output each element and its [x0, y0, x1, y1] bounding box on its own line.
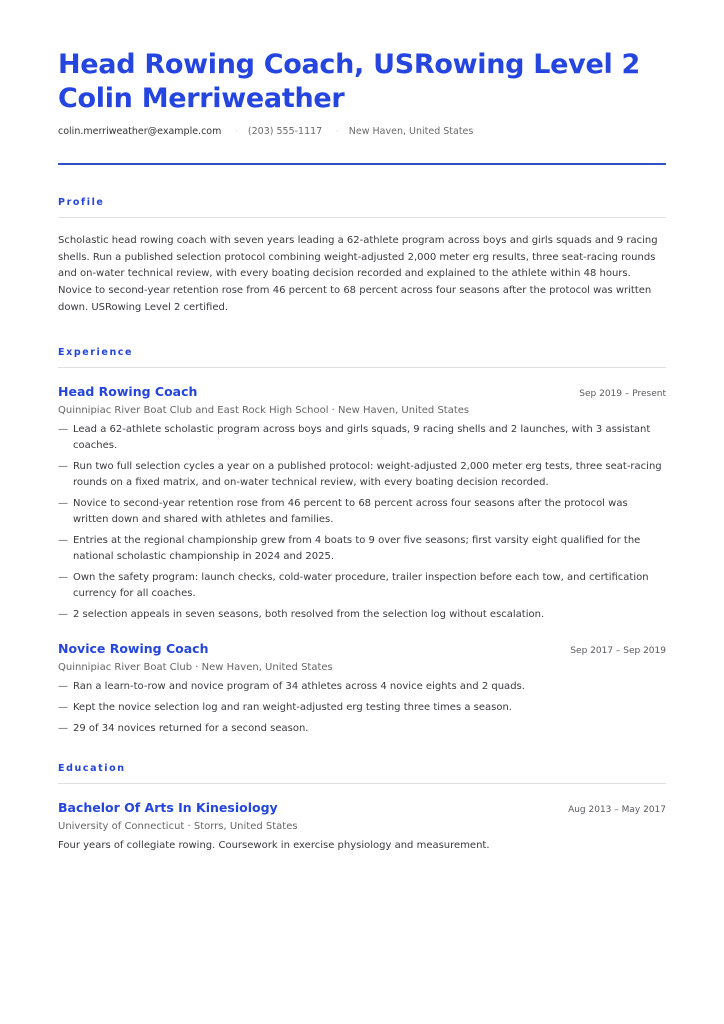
bullet-text: Entries at the regional championship grew from 4 boats to 9 over five seasons; first varsity eight qualified for the national scholastic championship in 2024 and 2025. [73, 534, 641, 562]
experience-section [58, 347, 666, 737]
education-school: University of Connecticut · Storrs, United States [58, 820, 298, 832]
job-title: Novice Rowing Coach [58, 640, 209, 656]
bullet-dash-icon: — [58, 571, 68, 583]
bullet-item [58, 679, 666, 695]
bullet-dash-icon: — [58, 460, 68, 472]
contact-location: New Haven, United States [348, 126, 474, 137]
bullet-item [58, 459, 666, 491]
profile-text: Scholastic head rowing coach with seven years leading a 62-athlete program across boys and girls squads and 9 racing shells. Run a published selection protocol combining weight-adjusted 2,000 meter erg results, three seat-racing rounds and on-water technical review, with every boating decision recorded and explained to the athlete within 48 hours. Novice to second-year retention rose from 46 percent to 68 percent across four seasons after the protocol was written down. USRowing Level 2 certified. [58, 235, 658, 313]
bullet-text: 2 selection appeals in seven seasons, both resolved from the selection log without escalation. [73, 608, 545, 620]
resume-header [58, 48, 666, 165]
bullet-item [58, 700, 666, 716]
bullet-text: Run two full selection cycles a year on a published protocol: weight-adjusted 2,000 meter erg tests, three seat-racing rounds on a fixed matrix, and on-water technical review, with every boating decision recorded. [73, 460, 662, 488]
section-heading-experience: Experience [58, 346, 134, 358]
contact-email[interactable]: colin.merriweather@example.com [58, 126, 222, 137]
contact-line [58, 126, 666, 137]
bullet-dash-icon: — [58, 722, 68, 734]
education-entry [58, 800, 666, 851]
job-bullets [58, 422, 666, 623]
job-list [58, 384, 666, 737]
contact-phone[interactable]: (203) 555-1117 [247, 126, 323, 137]
job-entry [58, 384, 666, 623]
section-heading-profile: Profile [58, 197, 105, 208]
bullet-text: Ran a learn-to-row and novice program of 34 athletes across 4 novice eights and 2 quads. [73, 680, 525, 692]
bullet-text: Own the safety program: launch checks, cold-water procedure, trailer inspection before each tow, and certification currency for all coaches. [73, 571, 649, 599]
education-description: Four years of collegiate rowing. Coursework in exercise physiology and measurement. [58, 839, 490, 851]
bullet-dash-icon: — [58, 701, 68, 713]
education-section [58, 763, 666, 851]
bullet-dash-icon: — [58, 680, 68, 692]
section-divider [58, 217, 666, 218]
bullet-dash-icon: — [58, 534, 68, 546]
job-entry [58, 641, 666, 737]
bullet-item [58, 496, 666, 528]
education-head [58, 800, 666, 815]
bullet-dash-icon: — [58, 423, 68, 435]
bullet-text: Novice to second-year retention rose from 46 percent to 68 percent across four seasons after the protocol was written down and shared with athletes and families. [73, 497, 628, 525]
header-divider [58, 163, 666, 165]
bullet-item [58, 570, 666, 602]
section-divider [58, 783, 666, 784]
job-subtitle: Quinnipiac River Boat Club · New Haven, United States [58, 661, 333, 673]
bullet-item [58, 533, 666, 565]
contact-separator: · [235, 127, 238, 136]
contact-separator: · [336, 127, 339, 136]
section-divider [58, 367, 666, 368]
job-bullets [58, 679, 666, 737]
bullet-dash-icon: — [58, 497, 68, 509]
bullet-item [58, 607, 666, 623]
section-heading-education: Education [58, 762, 126, 774]
bullet-item [58, 422, 666, 454]
job-title: Head Rowing Coach [58, 383, 198, 399]
bullet-item [58, 721, 666, 737]
education-dates: Aug 2013 – May 2017 [568, 804, 666, 815]
job-dates: Sep 2019 – Present [579, 388, 666, 399]
bullet-text: 29 of 34 novices returned for a second season. [73, 722, 309, 734]
headline: Head Rowing Coach, USRowing Level 2 [58, 49, 641, 80]
resume-title [58, 48, 666, 116]
degree-title: Bachelor Of Arts In Kinesiology [58, 799, 278, 815]
job-head [58, 641, 666, 656]
job-head [58, 384, 666, 399]
profile-section [58, 197, 666, 317]
job-dates: Sep 2017 – Sep 2019 [570, 645, 666, 656]
bullet-text: Kept the novice selection log and ran weight-adjusted erg testing three times a season. [73, 701, 512, 713]
candidate-name: Colin Merriweather [58, 83, 345, 114]
bullet-text: Lead a 62-athlete scholastic program across boys and girls squads, 9 racing shells and 2 launches, with 3 assistant coaches. [73, 423, 651, 451]
job-subtitle: Quinnipiac River Boat Club and East Rock High School · New Haven, United States [58, 404, 470, 416]
bullet-dash-icon: — [58, 608, 68, 620]
